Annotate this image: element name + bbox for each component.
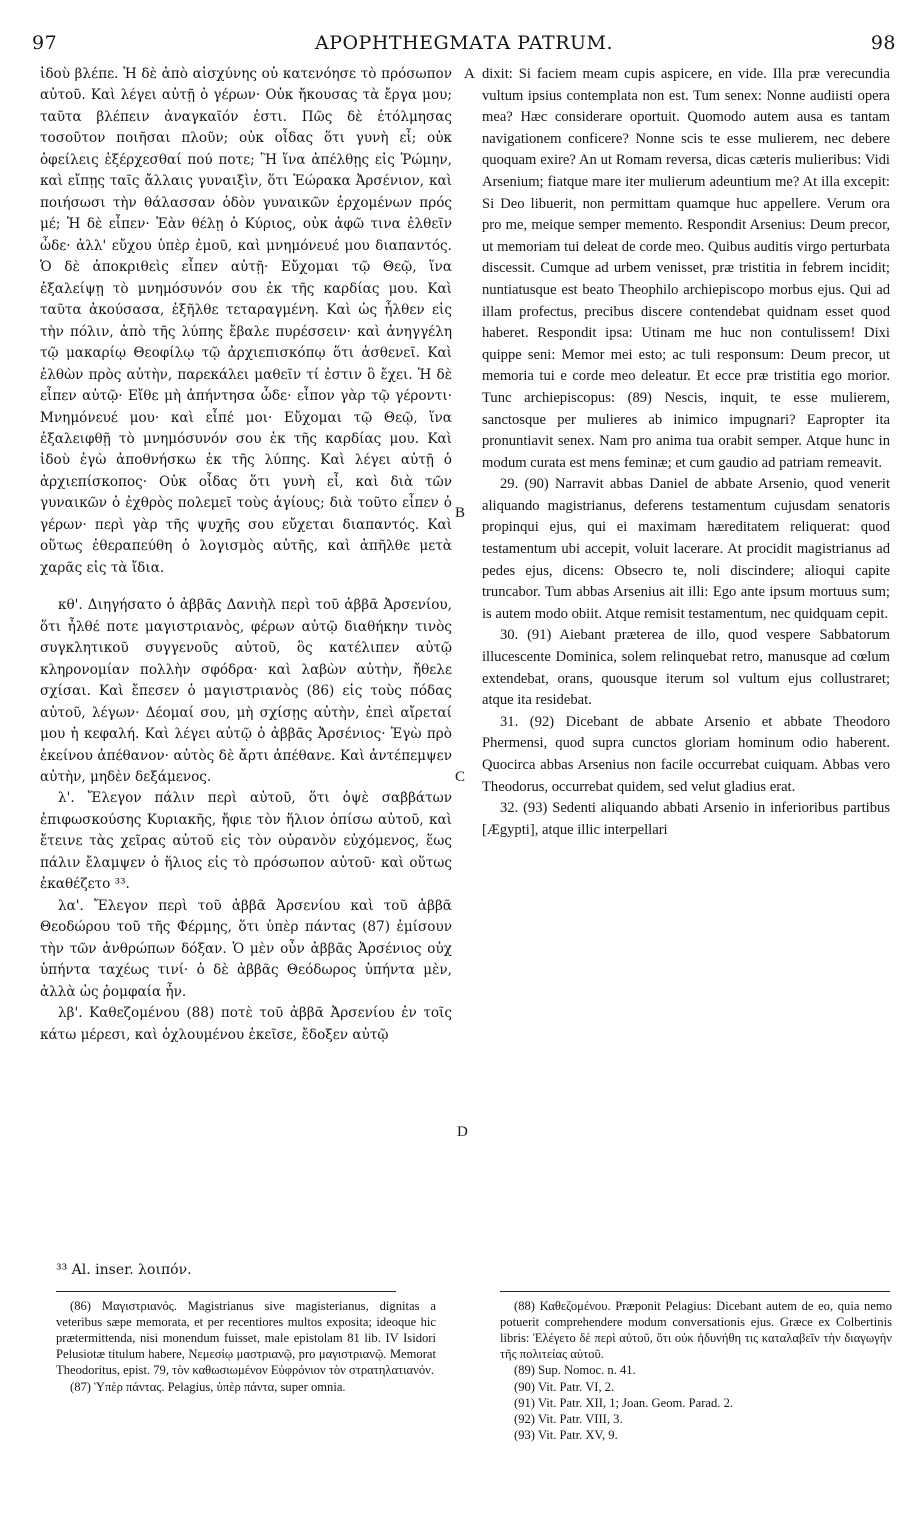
greek-column (40, 64, 452, 1046)
greek-paragraph: κθ'. Διηγήσατο ὁ ἀββᾶς Δανιὴλ περὶ τοῦ ἀββᾶ Ἀρσενίου, ὅτι ἦλθέ ποτε μαγιστριανὸς, φέρων αὐτῷ διαθήκην τινὸς συγκλητικοῦ συγγενοῦς αὐτοῦ, ὃς κατέλιπεν αὐτῷ κληρονομίαν πολλὴν σφόδρα· καὶ λαβὼν αὐτὴν, ἤθελε σχίσαι. Καὶ ἔπεσεν ὁ μαγιστριανὸς (86) εἰς τοὺς πόδας αὐτοῦ, λέγων· Δέομαί σου, μὴ σχίσῃς αὐτὴν, ἐπεὶ αἴρεταί μου ἡ κεφαλή. Καὶ λέγει αὐτῷ ὁ ἀββᾶς Ἀρσένιος· Ἐγὼ πρὸ ἐκείνου ἀπέθανον· αὐτὸς δὲ ἄρτι ἀπέθανε. Καὶ ἀντέπεμψεν αὐτὴν, μηδὲν δεξάμενος. (40, 597, 452, 785)
reference-item: (92) Vit. Patr. VIII, 3. (514, 1411, 623, 1426)
footnotes-left (56, 1298, 436, 1395)
footnote-rule-left (56, 1291, 396, 1292)
margin-marker-a: A (464, 66, 475, 82)
greek-paragraph: λβ'. Καθεζομένου (88) ποτὲ τοῦ ἀββᾶ Ἀρσενίου ἐν τοῖς κάτω μέρεσι, καὶ ὀχλουμένου ἐκεῖσε, ἔδοξεν αὐτῷ (40, 1005, 452, 1043)
latin-paragraph: 32. (93) Sedenti aliquando abbati Arsenio in inferioribus partibus [Ægypti], atque illic interpellari (482, 800, 890, 838)
margin-marker-b: B (455, 505, 466, 521)
footnotes-right (500, 1298, 892, 1443)
greek-paragraph: ἰδοὺ βλέπε. Ἡ δὲ ἀπὸ αἰσχύνης οὐ κατενόησε τὸ πρόσωπον αὐτοῦ. Καὶ λέγει αὐτῇ ὁ γέρων· Οὐκ ἤκουσας τὰ ἔργα μου; ταῦτα βλέπειν ἀναγκαῖόν ἐστι. Πῶς δὲ ἐτόλμησας τοσοῦτον ποιῆσαι πλοῦν; οὐκ οἶδας ὅτι γυνὴ εἶ; οὐκ ὀφείλεις ἐξέρχεσθαί πού ποτε; Ἢ ἵνα ἀπέλθῃς εἰς Ῥώμην, καὶ εἴπῃς ταῖς ἄλλαις γυναιξὶν, ὅτι Ἑώρακα Ἀρσένιον, καὶ ποιήσωσι τὴν θάλασσαν ὁδὸν γυναικῶν ἐρχομένων πρός μέ; Ἡ δὲ εἶπεν· Ἐὰν θέλῃ ὁ Κύριος, οὐκ ἀφῶ τινα ἐλθεῖν ὧδε· ἀλλ' εὔχου ὑπὲρ ἐμοῦ, καὶ μνημόνευέ μου διαπαντός. Ὁ δὲ ἀποκριθεὶς εἶπεν αὐτῇ· Εὔχομαι τῷ Θεῷ, ἵνα ἐξαλείψῃ τὸ μνημόσυνόν σου ἐκ τῆς καρδίας μου. Καὶ ταῦτα ἀκούσασα, ἐξῆλθε τεταραγμένη. Καὶ ὡς ἦλθεν εἰς τὴν πόλιν, ἀπὸ τῆς λύπης ἔβαλε πυρέσσειν· καὶ ἀνηγγέλη τῷ μακαρίῳ Θεοφίλῳ τῷ ἀρχιεπισκόπῳ ὅτι ἀσθενεῖ. Καὶ ἐλθὼν πρὸς αὐτὴν, παρεκάλει μαθεῖν τί ἐστιν ὃ ἔχει. Ἡ δὲ εἶπεν αὐτῷ· Εἴθε μὴ ἀπήντησα ὧδε· εἶπον γὰρ τῷ γέροντι· Μνημόνευέ μου· καὶ εἶπέ μοι· Εὔχομαι τῷ Θεῷ, ἵνα ἐξαλειφθῇ τὸ μνημόσυνόν σου ἐκ τῆς καρδίας μου. Καὶ ἰδοὺ ἐγὼ ἀποθνήσκω ἐκ τῆς λύπης. Καὶ λέγει αὐτῇ ὁ ἀρχιεπίσκοπος· Οὐκ οἶδας ὅτι γυνὴ εἶ, καὶ διὰ τῶν γυναικῶν ὁ ἐχθρὸς πολεμεῖ τοὺς ἁγίους; διὰ τοῦτο εἶπεν ὁ γέρων· περὶ γὰρ τῆς ψυχῆς σου εὔχεται διαπαντός. Καὶ οὕτως ἐθεραπεύθη ὁ λογισμὸς αὐτῆς, καὶ ἀπῆλθε μετὰ χαρᾶς εἰς τὰ ἴδια. (40, 66, 452, 576)
page-number-right: 98 (870, 32, 896, 54)
latin-paragraph: 29. (90) Narravit abbas Daniel de abbate Arsenio, quod venerit aliquando magistrianus, deferens testamentum cujusdam senatoris propinqui ejus, qui ei maximam hæreditatem reliquerat: quod testamentum ubi accepit, voluit lacerare. At procidit magistrianus ad pedes ejus, dicens: Obsecro te, noli discindere; alioqui capite truncabor. Tum abbas Arsenius ait illi: Ego ante ipsum mortuus sum; is autem modo obiit. Atque remisit testamentum, nec quidquam cepit. (482, 476, 890, 622)
footnote: (88) Καθεζομένου. Præponit Pelagius: Dicebant autem de eo, quia nemo potuerit comprehendere modum conversationis ejus. Græce ex Colbertinis libris: Ἐλέγετο δὲ περὶ αὐτοῦ, ὅτι οὐκ ἠδυνήθη τις καταλαβεῖν τὴν διαγωγὴν τῆς πολιτείας αὐτοῦ. (500, 1299, 892, 1362)
reference-item: (89) Sup. Nomoc. n. 41. (514, 1363, 636, 1378)
apparatus-note: ³³ Al. inser. λοιπόν. (56, 1262, 192, 1278)
running-header (32, 32, 896, 56)
latin-paragraph: 30. (91) Aiebant præterea de illo, quod vespere Sabbatorum illucescente Dominica, solem relinquebat retro, manusque ad cœlum extendebat, orans, quousque iterum sol vultum ejus collustraret; atque ita residebat. (482, 627, 890, 709)
reference-item: (90) Vit. Patr. VI, 2. (514, 1379, 615, 1394)
latin-column (482, 64, 890, 841)
page-number-left: 97 (32, 32, 58, 54)
greek-paragraph: λα'. Ἔλεγον περὶ τοῦ ἀββᾶ Ἀρσενίου καὶ τοῦ ἀββᾶ Θεοδώρου τοῦ τῆς Φέρμης, ὅτι ὑπὲρ πάντας (87) ἐμίσουν τὴν τῶν ἀνθρώπων δόξαν. Ὁ μὲν οὖν ἀββᾶς Ἀρσένιος οὐχ ὑπήντα ταχέως τινί· ὁ δὲ ἀββᾶς Θεόδωρος ὑπήντα μὲν, ἀλλὰ ὡς ῥομφαία ἦν. (40, 897, 452, 1000)
running-title: ΑΡΟΡΗΤΗΕGΜΑΤΑ PATRUM. (314, 32, 614, 54)
reference-item: (93) Vit. Patr. XV, 9. (514, 1427, 618, 1442)
footnote: (86) Μαγιστριανός. Magistrianus sive magisterianus, dignitas a veteribus sæpe memorata, et per recentiores multos exposita; ideoque hic prætermittenda, nisi monendum fuisset, male epistolam 81 lib. IV Isidori Pelusiotæ titulum habere, Νεμεσίῳ μαστριανῷ, pro μαγιστριανῷ. Memorat Theodoritus, epist. 79, τὸν καθωσιωμένον Εὐφρόνιον τὸν στρατηλατιανόν. (56, 1299, 436, 1378)
greek-paragraph: λ'. Ἔλεγον πάλιν περὶ αὐτοῦ, ὅτι ὀψὲ σαββάτων ἐπιφωσκούσης Κυριακῆς, ἤφιε τὸν ἥλιον ὀπίσω αὐτοῦ, καὶ ἔτεινε τὰς χεῖρας αὐτοῦ εἰς τὸν οὐρανὸν εὐχόμενος, ἕως πάλιν ἔλαμψεν ὁ ἥλιος εἰς τὸ πρόσωπον αὐτοῦ· καὶ οὕτως ἐκαθέζετο ³³. (40, 790, 452, 893)
footnote-rule-right (500, 1291, 890, 1292)
latin-paragraph: dixit: Si faciem meam cupis aspicere, en vide. Illa præ verecundia vultum ipsius contemplata non est. Tum senex: Nonne audiisti opera mea? Hæc considerare oportuit. Quomodo autem ausa es tantam navigationem conficere? Nonne scis te esse mulierem, nec debere quoquam exire? An ut Romam reversa, dicas cæteris mulieribus: Vidi Arsenium; fiatque mare iter mulierum adeuntium me? At illa excepit: Si Deo libuerit, non permittam quamque huc appellere. Verum ora pro me, meique semper memento. Respondit Arsenius: Deum precor, ut memoriam tui deleat de corde meo. Quibus auditis virgo perturbata discessit. Cumque ad urbem venisset, præ tristitia in febrem incidit; nuntiatusque est beato Theophilo archiepiscopo morbus ejus. Qui ad illam profectus, precibus discere contendebat quidnam esset quod haberet. Respondit ipsa: Utinam me huc non contulissem! Dixi quippe seni: Memor mei esto; ac tuli responsum: Deum precor, ut memoria tui e corde meo deleatur. Et ecce præ tristitia ego morior. Tunc archiepiscopus: (89) Nescis, inquit, te esse mulierem, sanctosque per mulieres ab inimico impugnari? Eapropter ita pronuntiavit senex. Nam pro anima tua orabit semper. Atque hunc in modum curata est mens feminæ; et cum gaudio ad patriam remeavit. (482, 66, 890, 471)
margin-marker-d: D (457, 1124, 468, 1140)
margin-marker-c: C (455, 769, 466, 785)
latin-paragraph: 31. (92) Dicebant de abbate Arsenio et abbate Theodoro Phermensi, quod supra cunctos gloriam hominum odio haberent. Quocirca abbas Arsenius non facile occurrebat cuiquam. Abbas vero Theodorus, occurrebat quidem, sed velut gladius erat. (482, 713, 890, 795)
reference-list (500, 1362, 892, 1443)
footnote: (87) Ὑπὲρ πάντας. Pelagius, ὑπὲρ πάντα, super omnia. (70, 1379, 346, 1394)
reference-item: (91) Vit. Patr. XII, 1; Joan. Geom. Parad. 2. (514, 1395, 734, 1410)
